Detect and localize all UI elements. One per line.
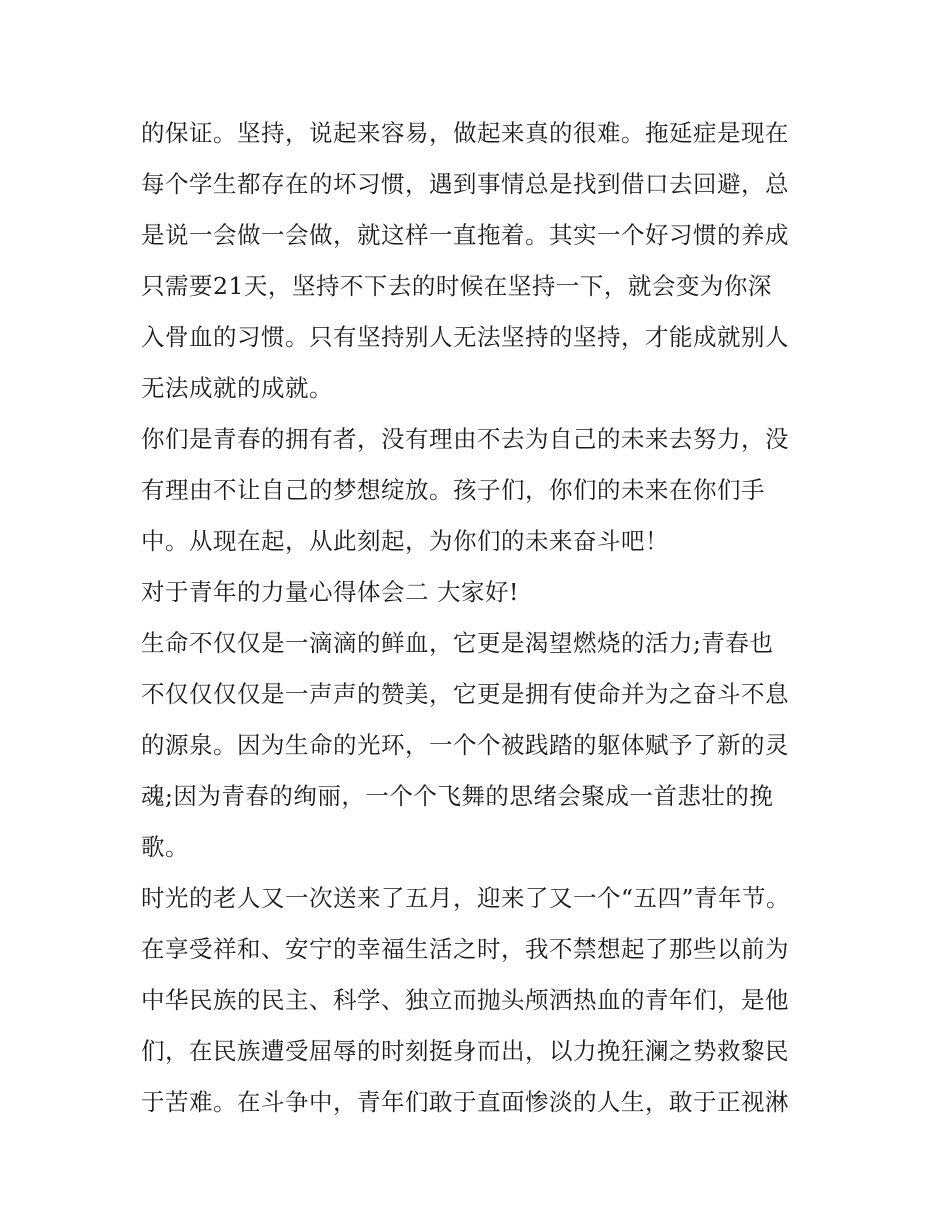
text-line: 魂;因为青春的绚丽，一个个飞舞的思绪会聚成一首悲壮的挽 — [141, 782, 774, 810]
text-line: 歌。 — [141, 833, 189, 861]
text-line: 你们是青春的拥有者，没有理由不去为自己的未来去努力，没 — [141, 425, 789, 453]
text-line: 生命不仅仅是一滴滴的鲜血，它更是渴望燃烧的活力;青春也 — [141, 629, 774, 657]
text-line: 每个学生都存在的坏习惯，遇到事情总是找到借口去回避，总 — [141, 170, 789, 198]
text-line: 中华民族的民主、科学、独立而抛头颅洒热血的青年们，是他 — [141, 986, 789, 1014]
text-line: 的源泉。因为生命的光环，一个个被践踏的躯体赋予了新的灵 — [141, 731, 789, 759]
text-line: 入骨血的习惯。只有坚持别人无法坚持的坚持，才能成就别人 — [141, 323, 789, 351]
text-line: 中。从现在起，从此刻起，为你们的未来奋斗吧！ — [141, 527, 669, 555]
text-line: 有理由不让自己的梦想绽放。孩子们，你们的未来在你们手 — [141, 476, 765, 504]
document-body — [141, 108, 816, 1128]
text-line: 是说一会做一会做，就这样一直拖着。其实一个好习惯的养成 — [141, 221, 789, 249]
text-line: 在享受祥和、安宁的幸福生活之时，我不禁想起了那些以前为 — [141, 935, 789, 963]
text-line: 只需要21天，坚持不下去的时候在坚持一下，就会变为你深 — [141, 272, 772, 300]
section-heading: 对于青年的力量心得体会二 大家好! — [141, 578, 519, 606]
text-line: 时光的老人又一次送来了五月，迎来了又一个“五四”青年节。 — [141, 884, 791, 912]
text-line: 无法成就的成就。 — [141, 374, 333, 402]
text-line: 不仅仅仅仅是一声声的赞美，它更是拥有使命并为之奋斗不息 — [141, 680, 789, 708]
text-line: 的保证。坚持，说起来容易，做起来真的很难。拖延症是现在 — [141, 119, 789, 147]
text-line: 们，在民族遭受屈辱的时刻挺身而出，以力挽狂澜之势救黎民 — [141, 1037, 789, 1065]
text-line: 于苦难。在斗争中，青年们敢于直面惨淡的人生，敢于正视淋 — [141, 1088, 789, 1116]
